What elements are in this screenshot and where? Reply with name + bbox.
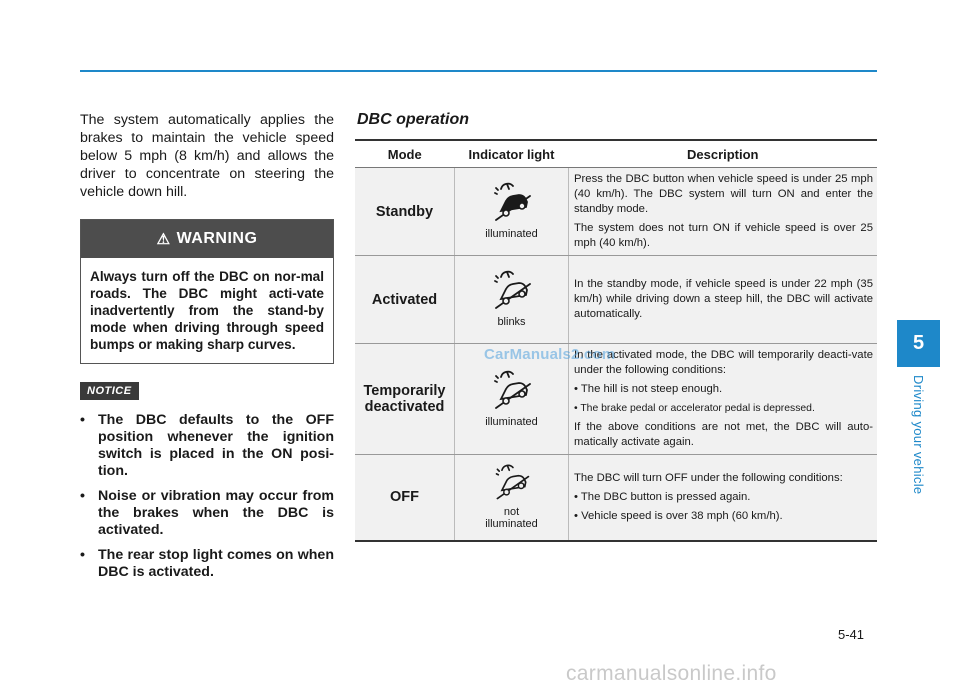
top-rule (80, 70, 877, 72)
notice-item: • The DBC defaults to the OFF position whenever the ignition switch is placed in the ON posi-tion. (80, 412, 334, 479)
intro-paragraph: The system automatically applies the brakes to maintain the vehicle speed below 5 mph (8 km/h) and allows the driver to concentrate on steering the vehicle down hill. (80, 112, 334, 200)
indicator-cell (455, 455, 569, 541)
header-mode: Mode (355, 140, 455, 168)
indicator-label: blinks (497, 316, 526, 328)
warning-box (80, 219, 334, 364)
indicator-cell (455, 168, 569, 256)
page-number: 5-41 (838, 627, 865, 642)
indicator-cell (455, 256, 569, 344)
chapter-tab[interactable]: 5 (897, 320, 940, 367)
header-indicator: Indicator light (455, 140, 569, 168)
notice-item: • Noise or vibration may occur from the brakes when the DBC is activated. (80, 488, 334, 538)
notice-badge: NOTICE (80, 382, 139, 400)
table-header-row (355, 140, 877, 168)
watermark-site: carmanualsonline.info (566, 662, 777, 685)
mode-cell: OFF (355, 455, 455, 541)
mode-line: Temporarily (363, 383, 446, 399)
warning-triangle-icon: ⚠ (156, 231, 171, 248)
chapter-label (897, 370, 940, 500)
table-row (355, 168, 877, 256)
dbc-hill-descent-car-icon (492, 268, 532, 314)
description-text: • The DBC button is pressed again. (574, 490, 751, 503)
notice-list (80, 412, 334, 581)
description-text: The DBC will turn OFF under the following conditions: (574, 471, 843, 484)
section-title: DBC operation (357, 111, 469, 128)
mode-cell: Activated (355, 256, 455, 344)
warning-title: WARNING (176, 230, 258, 247)
description-text: In the standby mode, if vehicle speed is under 22 mph (35 km/h) while driving down a steep hill, the DBC will activate automatically. (574, 278, 873, 320)
mode-cell: Standby (355, 168, 455, 256)
dbc-hill-descent-car-icon (492, 462, 532, 504)
dbc-operation-table (355, 139, 877, 542)
dbc-hill-descent-car-icon (492, 180, 532, 226)
notice-item: • The rear stop light comes on when DBC is activated. (80, 547, 334, 580)
indicator-label: not illuminated (485, 505, 538, 530)
warning-body: Always turn off the DBC on nor-mal roads. The DBC might acti-vate inadvertently from the stand-by mode when driving through speed bumps or making sharp curves. (90, 269, 324, 352)
indicator-label: illuminated (485, 415, 538, 428)
dbc-hill-descent-car-icon (492, 368, 532, 414)
watermark-carmanuals2: CarManuals2.com (484, 346, 616, 363)
description-text: Press the DBC button when vehicle speed is under 25 mph (40 km/h). The DBC system will turn ON and enter the standby mode. (574, 173, 873, 215)
description-cell (569, 168, 878, 256)
description-cell (569, 455, 878, 541)
description-text: • The hill is not steep enough. (574, 383, 723, 395)
warning-header (81, 220, 333, 258)
description-text: • The brake pedal or accelerator pedal is depressed. (574, 403, 815, 414)
description-text: The system does not turn ON if vehicle speed is over 25 mph (40 km/h). (574, 222, 873, 249)
chapter-label-text: Driving your vehicle (911, 375, 926, 495)
mode-line: deactivated (364, 399, 445, 415)
mode-cell (355, 344, 455, 455)
table-row (355, 344, 877, 455)
left-column (80, 111, 334, 589)
description-text: In the activated mode, the DBC will temporarily deacti-vate under the following conditions: (574, 349, 873, 376)
header-description: Description (569, 140, 878, 168)
description-text: • Vehicle speed is over 38 mph (60 km/h). (574, 509, 783, 522)
description-cell (569, 256, 878, 344)
table-row (355, 256, 877, 344)
table-row (355, 455, 877, 541)
indicator-label: illuminated (485, 228, 538, 240)
description-text: If the above conditions are not met, the DBC will auto-matically activate again. (574, 421, 873, 448)
